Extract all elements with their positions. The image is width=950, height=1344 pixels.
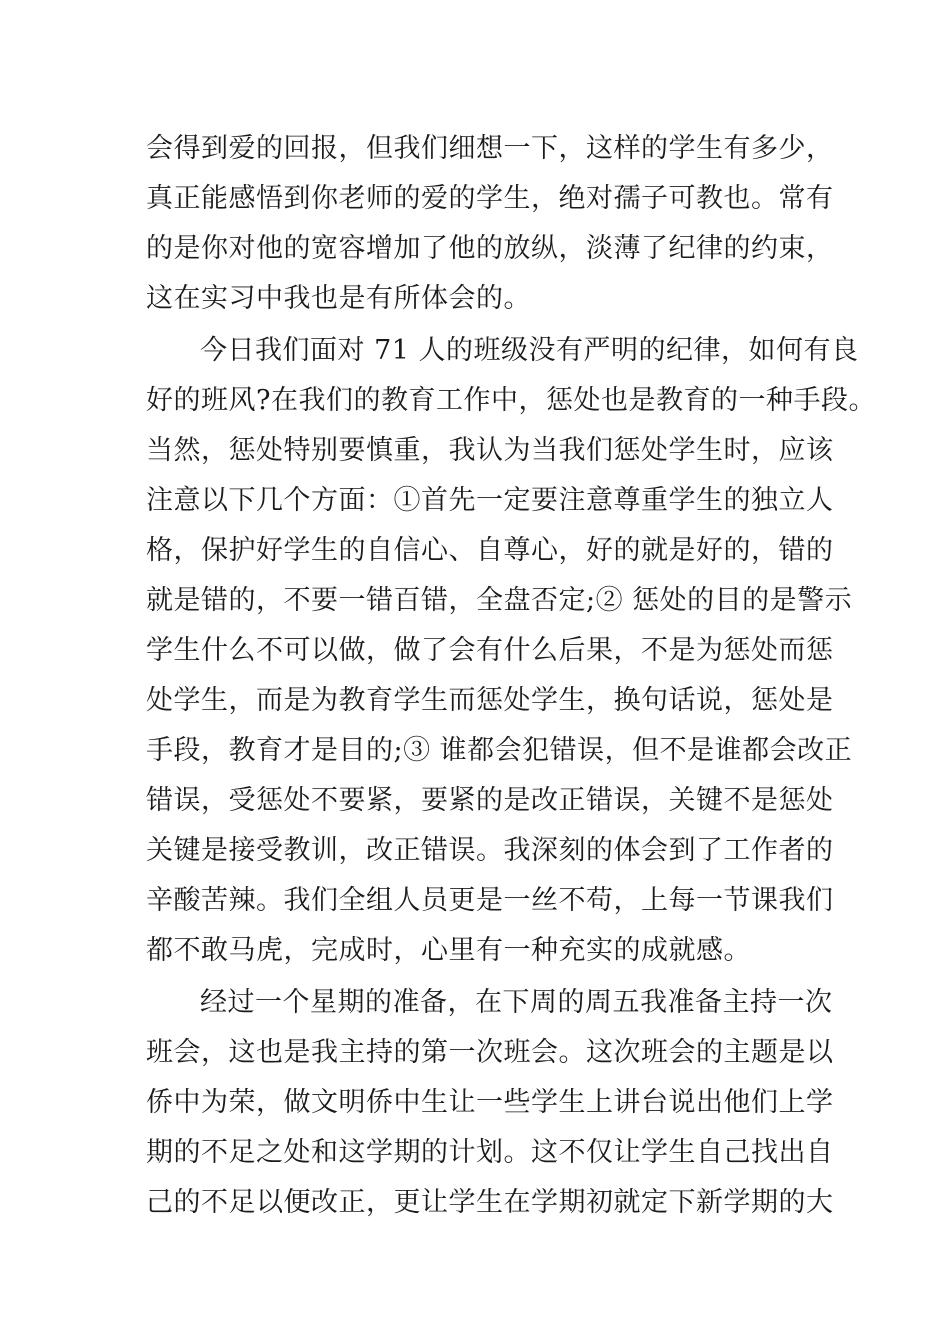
text-line: 当然，惩处特别要慎重，我认为当我们惩处学生时，应该 (146, 435, 834, 466)
text-line: 错误，受惩处不要紧，要紧的是改正错误，关键不是惩处 (146, 785, 834, 816)
text-line: 辛酸苦辣。我们全组人员更是一丝不苟，上每一节课我们 (146, 885, 834, 916)
text-line: 都不敢马虎，完成时，心里有一种充实的成就感。 (146, 935, 751, 966)
text-line: 关键是接受教训，改正错误。我深刻的体会到了工作者的 (146, 835, 834, 866)
text-line: 己的不足以便改正，更让学生在学期初就定下新学期的大 (146, 1187, 834, 1218)
text-line: 真正能感悟到你老师的爱的学生，绝对孺子可教也。常有 (146, 183, 834, 214)
paragraph-first-line: 今日我们面对 71 人的班级没有严明的纪律，如何有良 (200, 335, 859, 366)
text-line: 格，保护好学生的自信心、自尊心，好的就是好的，错的 (146, 535, 834, 566)
text-line: 班会，这也是我主持的第一次班会。这次班会的主题是以 (146, 1037, 834, 1068)
paragraph-first-line: 经过一个星期的准备，在下周的周五我准备主持一次 (200, 987, 833, 1018)
text-line: 侨中为荣，做文明侨中生让一些学生上讲台说出他们上学 (146, 1087, 834, 1118)
text-line: 注意以下几个方面：①首先一定要注意尊重学生的独立人 (146, 485, 834, 516)
text-line: 学生什么不可以做，做了会有什么后果，不是为惩处而惩 (146, 635, 834, 666)
text-line: 好的班风?在我们的教育工作中，惩处也是教育的一种手段。 (146, 385, 876, 416)
text-line: 的是你对他的宽容增加了他的放纵，淡薄了纪律的约束， (146, 233, 834, 264)
text-line: 这在实习中我也是有所体会的。 (146, 283, 531, 314)
text-line: 手段，教育才是目的;③ 谁都会犯错误，但不是谁都会改正 (146, 735, 853, 766)
text-line: 处学生，而是为教育学生而惩处学生，换句话说，惩处是 (146, 685, 834, 716)
text-line: 期的不足之处和这学期的计划。这不仅让学生自己找出自 (146, 1137, 834, 1168)
text-line: 会得到爱的回报，但我们细想一下，这样的学生有多少， (146, 133, 834, 164)
text-line: 就是错的，不要一错百错，全盘否定;② 惩处的目的是警示 (146, 585, 853, 616)
